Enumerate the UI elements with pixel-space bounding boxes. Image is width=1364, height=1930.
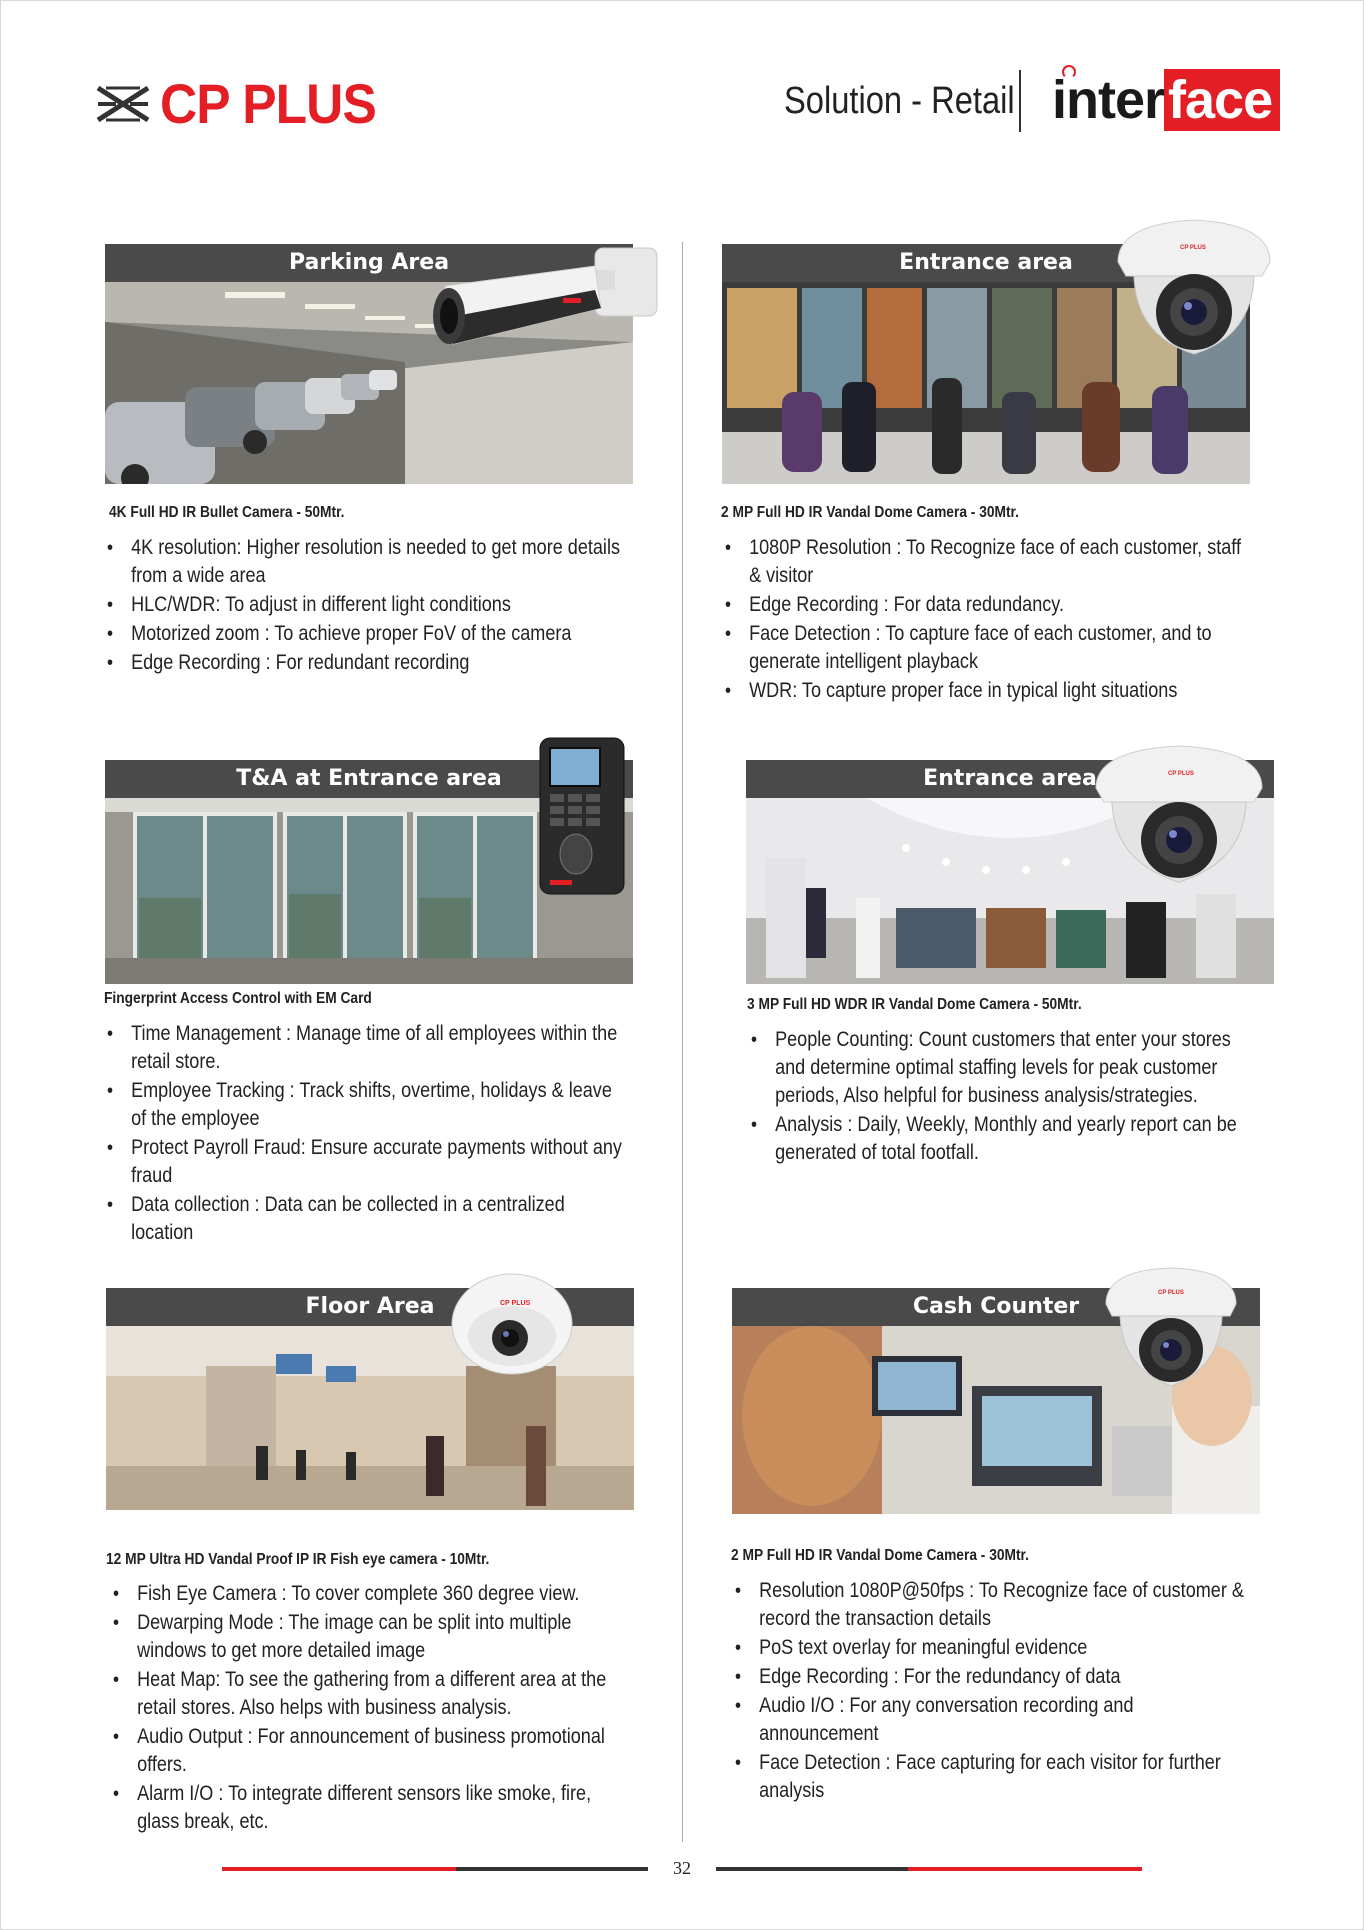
- list-item: • People Counting: Count customers that enter your stores and determine optimal staffing levels for peak customer periods, Also helpful for business analysis/strategies.: [751, 1026, 1260, 1110]
- center-divider: [682, 242, 683, 1842]
- dome-camera-icon: [1112, 216, 1276, 366]
- interface-logo: [1052, 68, 1280, 132]
- footer-line: [716, 1867, 908, 1871]
- list-item: • Audio Output : For announcement of business promotional offers.: [113, 1723, 632, 1779]
- feature-list: [107, 1020, 627, 1247]
- device-brand-label: CP PLUS: [1168, 771, 1194, 777]
- fingerprint-reader-icon: [534, 736, 630, 898]
- list-item: • WDR: To capture proper face in typical light situations: [725, 677, 1254, 705]
- header-divider: [1019, 70, 1021, 132]
- bullet-camera-icon: [405, 246, 667, 360]
- list-item: • 4K resolution: Higher resolution is needed to get more details from a wide area: [107, 534, 626, 590]
- list-item: • Edge Recording : For data redundancy.: [725, 591, 1254, 619]
- section-header: Floor Area: [106, 1288, 634, 1326]
- list-item: • Edge Recording : For redundant recording: [107, 649, 626, 677]
- section-subtitle: 4K Full HD IR Bullet Camera - 50Mtr.: [109, 504, 345, 521]
- section-subtitle: 2 MP Full HD IR Vandal Dome Camera - 30Mtr.: [721, 504, 1019, 521]
- section-header: Entrance area: [722, 244, 1250, 282]
- footer-line: [222, 1867, 456, 1871]
- interface-logo-arc-icon: [1062, 65, 1076, 79]
- list-item: • Fish Eye Camera : To cover complete 360 degree view.: [113, 1580, 632, 1608]
- section-subtitle: 2 MP Full HD IR Vandal Dome Camera - 30Mtr.: [731, 1547, 1029, 1564]
- list-item: • Analysis : Daily, Weekly, Monthly and yearly report can be generated of total footfall.: [751, 1111, 1260, 1167]
- interface-logo-inter-text: inter: [1052, 70, 1165, 130]
- dome-camera-icon: [1090, 742, 1268, 892]
- footer-line: [908, 1867, 1142, 1871]
- section-subtitle: 12 MP Ultra HD Vandal Proof IP IR Fish eye camera - 10Mtr.: [106, 1551, 490, 1568]
- list-item: • Dewarping Mode : The image can be split into multiple windows to get more detailed image: [113, 1609, 632, 1665]
- page-title: Solution - Retail: [784, 80, 1015, 122]
- list-item: • Motorized zoom : To achieve proper FoV of the camera: [107, 620, 626, 648]
- page-number: 32: [673, 1858, 691, 1878]
- list-item: • HLC/WDR: To adjust in different light conditions: [107, 591, 626, 619]
- list-item: • Resolution 1080P@50fps : To Recognize face of customer & record the transaction details: [735, 1577, 1254, 1633]
- list-item: • Data collection : Data can be collected in a centralized location: [107, 1191, 626, 1247]
- feature-list: [735, 1577, 1255, 1805]
- device-brand-label: CP PLUS: [500, 1300, 531, 1307]
- list-item: • Time Management : Manage time of all employees within the retail store.: [107, 1020, 626, 1076]
- section-header: Entrance area: [746, 760, 1274, 798]
- list-item: • Employee Tracking : Track shifts, overtime, holidays & leave of the employee: [107, 1077, 626, 1133]
- section-subtitle: 3 MP Full HD WDR IR Vandal Dome Camera - 50Mtr.: [747, 996, 1082, 1013]
- dome-camera-icon: [1100, 1264, 1242, 1394]
- list-item: • 1080P Resolution : To Recognize face of each customer, staff & visitor: [725, 534, 1254, 590]
- list-item: • Protect Payroll Fraud: Ensure accurate payments without any fraud: [107, 1134, 626, 1190]
- cp-plus-logo-text: CP PLUS: [160, 72, 376, 135]
- device-brand-label: CP PLUS: [1158, 1290, 1184, 1296]
- feature-list: [725, 534, 1255, 705]
- interface-logo-face: face: [1164, 69, 1280, 131]
- section-subtitle: Fingerprint Access Control with EM Card: [104, 990, 372, 1007]
- section-header: T&A at Entrance area: [105, 760, 633, 798]
- device-brand-label: CP PLUS: [1180, 245, 1206, 251]
- cp-plus-logo: [96, 72, 395, 135]
- fisheye-camera-icon: [448, 1266, 576, 1378]
- feature-list: [751, 1026, 1261, 1167]
- list-item: • Edge Recording : For the redundancy of data: [735, 1663, 1254, 1691]
- section-header: Cash Counter: [732, 1288, 1260, 1326]
- section-header: Parking Area: [105, 244, 633, 282]
- interface-logo-inter: [1052, 70, 1165, 130]
- list-item: • Face Detection : Face capturing for each visitor for further analysis: [735, 1749, 1254, 1805]
- list-item: • Alarm I/O : To integrate different sensors like smoke, fire, glass break, etc.: [113, 1780, 632, 1836]
- feature-list: [113, 1580, 633, 1836]
- cp-plus-x-icon: [96, 82, 150, 126]
- list-item: • Heat Map: To see the gathering from a different area at the retail stores. Also helps with business analysis.: [113, 1666, 632, 1722]
- feature-list: [107, 534, 627, 677]
- list-item: • PoS text overlay for meaningful evidence: [735, 1634, 1254, 1662]
- footer-line: [456, 1867, 648, 1871]
- list-item: • Audio I/O : For any conversation recording and announcement: [735, 1692, 1254, 1748]
- list-item: • Face Detection : To capture face of each customer, and to generate intelligent playback: [725, 620, 1254, 676]
